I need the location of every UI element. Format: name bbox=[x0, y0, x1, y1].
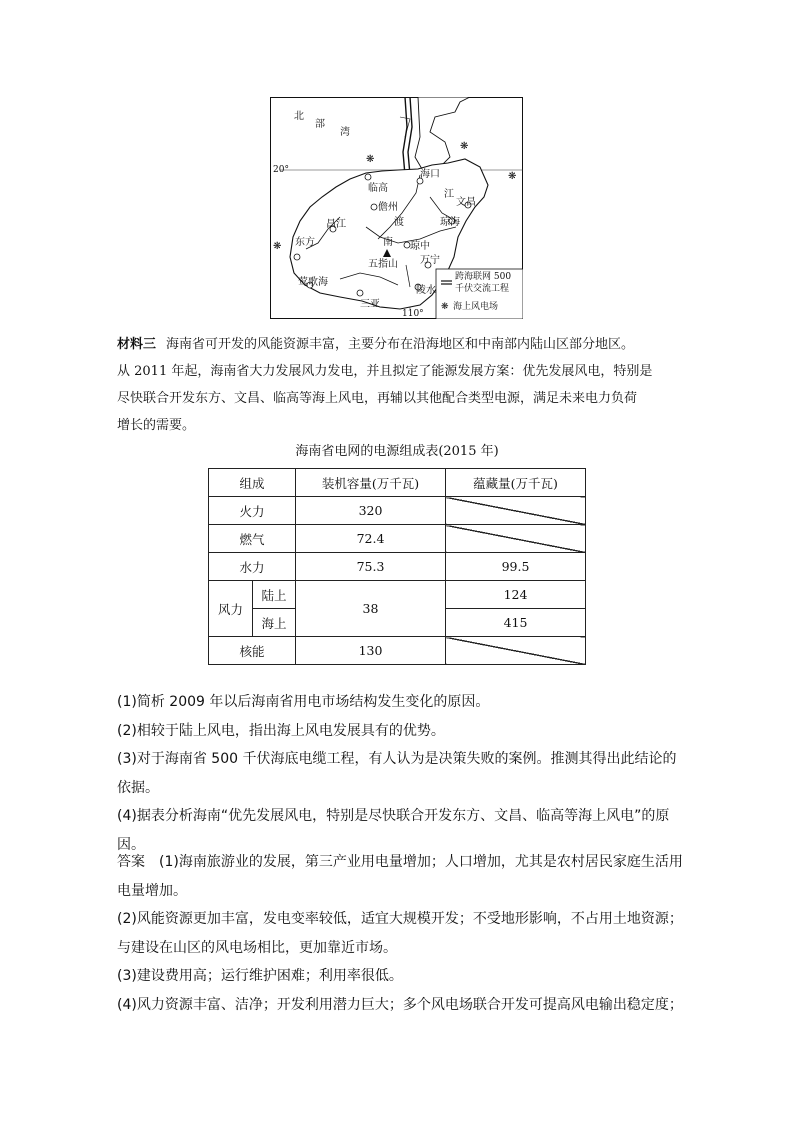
question: (1)简析 2009 年以后海南省用电市场结构发生变化的原因。 bbox=[117, 694, 490, 710]
question: (4)据表分析海南“优先发展风电，特别是尽快联合开发东方、文昌、临高等海上风电”的原因。 bbox=[117, 808, 670, 853]
capacity-cell: 75.3 bbox=[296, 553, 446, 581]
material-line: 尽快联合开发东方、文昌、临高等海上风电，再辅以其他配合类型电源，满足未来电力负荷 bbox=[117, 391, 638, 406]
row-name: 核能 bbox=[209, 637, 296, 665]
power-source-table bbox=[208, 468, 586, 665]
empty-cell bbox=[446, 497, 586, 525]
table-row bbox=[209, 581, 586, 609]
material-label: 材料三 bbox=[117, 337, 157, 352]
label-jiang: 江 bbox=[444, 189, 454, 200]
wind-farm-icon: ❋ bbox=[508, 171, 517, 182]
answer: (2)风能资源更加丰富，发电变率较低，适宜大规模开发；不受地形影响，不占用土地资源；与建设在山区的风电场相比，更加靠近市场。 bbox=[117, 911, 683, 956]
answers bbox=[117, 848, 687, 1019]
material-line: 增长的需要。 bbox=[117, 418, 196, 433]
city-marker bbox=[294, 254, 300, 260]
table-row bbox=[209, 637, 586, 665]
label-lingao: 临高 bbox=[368, 183, 388, 194]
label-lingshui: 陵水 bbox=[416, 285, 436, 296]
answer: (4)风力资源丰富、洁净；开发利用潜力巨大；多个风电场联合开发可提高风电输出稳定度； bbox=[117, 996, 683, 1013]
table-header-row bbox=[209, 469, 586, 497]
table-row bbox=[209, 525, 586, 553]
material-three bbox=[117, 331, 687, 439]
sub-row-name: 海上 bbox=[253, 609, 296, 637]
table-caption: 海南省电网的电源组成表(2015 年) bbox=[295, 444, 499, 459]
hainan-map bbox=[270, 97, 523, 319]
label-qiongzhong: 琼中 bbox=[410, 241, 430, 252]
reserve-cell: 124 bbox=[446, 581, 586, 609]
wind-farm-icon: ❋ bbox=[460, 141, 469, 152]
header-cell: 组成 bbox=[209, 469, 296, 497]
table-row bbox=[209, 497, 586, 525]
question: (3)对于海南省 500 千伏海底电缆工程，有人认为是决策失败的案例。推测其得出此结论的依据。 bbox=[117, 751, 677, 796]
legend-cable-line2: 千伏交流工程 bbox=[455, 284, 510, 294]
capacity-cell: 72.4 bbox=[296, 525, 446, 553]
capacity-cell: 320 bbox=[296, 497, 446, 525]
empty-cell bbox=[446, 637, 586, 665]
label-wenchang: 文昌 bbox=[456, 197, 476, 208]
label-nan: 南 bbox=[383, 237, 393, 248]
reserve-cell: 99.5 bbox=[446, 553, 586, 581]
row-name: 风力 bbox=[209, 581, 253, 637]
label-dongfang: 东方 bbox=[295, 237, 315, 248]
answer-label: 答案 bbox=[117, 854, 145, 870]
table-row bbox=[209, 553, 586, 581]
label-yinggehai: 莺歌海 bbox=[298, 277, 328, 288]
empty-cell bbox=[446, 525, 586, 553]
answer: (3)建设费用高；运行维护困难；利用率很低。 bbox=[117, 968, 403, 984]
label-wuzhishan: 五指山 bbox=[368, 259, 398, 270]
legend-cable-line1: 跨海联网 500 bbox=[455, 272, 512, 282]
capacity-cell: 130 bbox=[296, 637, 446, 665]
material-line: 海南省可开发的风能资源丰富，主要分布在沿海地区和中南部内陆山区部分地区。 bbox=[166, 337, 635, 352]
sub-row-name: 陆上 bbox=[253, 581, 296, 609]
capacity-cell: 38 bbox=[296, 581, 446, 637]
header-cell: 蕴藏量(万千瓦) bbox=[446, 469, 586, 497]
label-wan: 湾 bbox=[340, 127, 350, 138]
city-marker bbox=[357, 290, 363, 296]
label-haikou: 海口 bbox=[420, 169, 440, 180]
wind-farm-icon: ❋ bbox=[366, 154, 375, 165]
label-danzhou: 儋州 bbox=[378, 202, 398, 213]
answer: (1)海南旅游业的发展，第三产业用电量增加；人口增加，尤其是农村居民家庭生活用电量增加。 bbox=[117, 854, 683, 899]
wind-farm-icon: ❋ bbox=[273, 241, 282, 252]
label-latitude: 20° bbox=[273, 165, 289, 175]
row-name: 水力 bbox=[209, 553, 296, 581]
label-du: 渡 bbox=[394, 217, 404, 228]
label-longitude: 110° bbox=[402, 309, 424, 319]
label-changjiang: 昌江 bbox=[326, 219, 346, 230]
material-line: 从 2011 年起，海南省大力发展风力发电，并且拟定了能源发展方案：优先发展风电，特别是 bbox=[117, 364, 653, 379]
city-marker bbox=[371, 204, 377, 210]
wind-farm-icon: ❋ bbox=[441, 302, 449, 312]
header-cell: 装机容量(万千瓦) bbox=[296, 469, 446, 497]
legend-wind-farm: 海上风电场 bbox=[453, 302, 499, 312]
reserve-cell: 415 bbox=[446, 609, 586, 637]
label-bu: 部 bbox=[315, 119, 325, 130]
city-marker bbox=[365, 174, 371, 180]
label-wanning: 万宁 bbox=[420, 255, 440, 266]
map-legend bbox=[436, 269, 523, 319]
question: (2)相较于陆上风电，指出海上风电发展具有的优势。 bbox=[117, 722, 445, 739]
questions bbox=[117, 688, 687, 859]
label-sanya: 三亚 bbox=[360, 299, 380, 310]
label-north: 北 bbox=[294, 111, 304, 122]
row-name: 火力 bbox=[209, 497, 296, 525]
row-name: 燃气 bbox=[209, 525, 296, 553]
label-qionghai: 琼海 bbox=[440, 217, 460, 228]
